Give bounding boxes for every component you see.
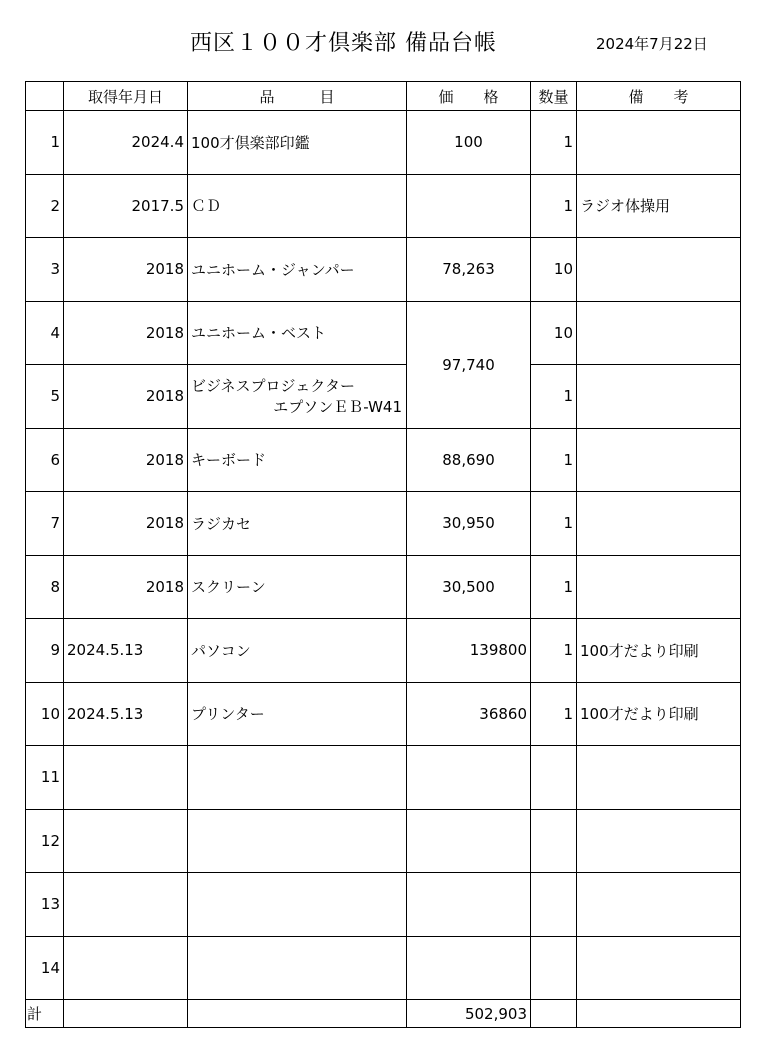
item-cell <box>188 365 407 429</box>
price-cell: 78,263 <box>407 238 531 302</box>
row-number: 2 <box>26 174 64 238</box>
item-cell: パソコン <box>188 619 407 683</box>
table-row <box>26 174 741 238</box>
note-cell <box>577 555 741 619</box>
note-cell <box>577 492 741 556</box>
acquired-date-cell: 2018 <box>64 365 188 429</box>
price-cell-merged: 97,740 <box>407 301 531 428</box>
document-date: 2024年7月22日 <box>596 35 708 53</box>
item-cell: スクリーン <box>188 555 407 619</box>
price-cell <box>407 746 531 810</box>
item-cell <box>188 746 407 810</box>
note-cell <box>577 428 741 492</box>
row-number: 5 <box>26 365 64 429</box>
table-row <box>26 301 741 365</box>
header-quantity: 数量 <box>531 82 577 111</box>
header-acquired-date: 取得年月日 <box>64 82 188 111</box>
table-row <box>26 428 741 492</box>
row-number: 13 <box>26 873 64 937</box>
acquired-date-cell: 2024.4 <box>64 111 188 175</box>
note-cell: ラジオ体操用 <box>577 174 741 238</box>
row-number: 14 <box>26 936 64 1000</box>
header-price: 価 格 <box>407 82 531 111</box>
total-empty-cell <box>188 1000 407 1028</box>
note-cell <box>577 873 741 937</box>
quantity-cell: 1 <box>531 365 577 429</box>
quantity-cell: 10 <box>531 238 577 302</box>
table-row <box>26 365 741 429</box>
note-cell <box>577 746 741 810</box>
acquired-date-cell: 2017.5 <box>64 174 188 238</box>
quantity-cell: 1 <box>531 492 577 556</box>
note-cell <box>577 238 741 302</box>
note-cell <box>577 809 741 873</box>
row-number: 11 <box>26 746 64 810</box>
total-empty-cell <box>64 1000 188 1028</box>
row-number: 6 <box>26 428 64 492</box>
price-cell <box>407 809 531 873</box>
item-cell: プリンター <box>188 682 407 746</box>
acquired-date-cell: 2024.5.13 <box>64 682 188 746</box>
price-cell: 36860 <box>407 682 531 746</box>
row-number: 12 <box>26 809 64 873</box>
price-cell: 30,500 <box>407 555 531 619</box>
note-cell <box>577 365 741 429</box>
table-row <box>26 492 741 556</box>
item-cell: ユニホーム・ベスト <box>188 301 407 365</box>
acquired-date-cell <box>64 873 188 937</box>
note-cell: 100才だより印刷 <box>577 619 741 683</box>
note-cell: 100才だより印刷 <box>577 682 741 746</box>
quantity-cell <box>531 936 577 1000</box>
total-label: 計 <box>26 1000 64 1028</box>
item-line-1: ビジネスプロジェクター <box>191 377 355 396</box>
item-cell <box>188 936 407 1000</box>
price-cell: 100 <box>407 111 531 175</box>
price-cell: 139800 <box>407 619 531 683</box>
item-cell: ラジカセ <box>188 492 407 556</box>
quantity-cell: 10 <box>531 301 577 365</box>
item-cell: ＣＤ <box>188 174 407 238</box>
table-row <box>26 111 741 175</box>
row-number: 9 <box>26 619 64 683</box>
acquired-date-cell <box>64 936 188 1000</box>
quantity-cell: 1 <box>531 555 577 619</box>
acquired-date-cell: 2018 <box>64 301 188 365</box>
header-note: 備 考 <box>577 82 741 111</box>
quantity-cell: 1 <box>531 428 577 492</box>
row-number: 7 <box>26 492 64 556</box>
table-row <box>26 873 741 937</box>
row-number: 1 <box>26 111 64 175</box>
quantity-cell <box>531 746 577 810</box>
total-empty-cell <box>577 1000 741 1028</box>
note-cell <box>577 111 741 175</box>
header-item: 品 目 <box>188 82 407 111</box>
item-cell <box>188 873 407 937</box>
row-number: 3 <box>26 238 64 302</box>
row-number: 8 <box>26 555 64 619</box>
item-line-2: エプソンＥＢ-W41 <box>273 398 402 417</box>
quantity-cell: 1 <box>531 619 577 683</box>
acquired-date-cell: 2018 <box>64 492 188 556</box>
acquired-date-cell: 2018 <box>64 238 188 302</box>
table-row <box>26 619 741 683</box>
equipment-ledger-table <box>25 81 741 1028</box>
note-cell <box>577 936 741 1000</box>
header-no <box>26 82 64 111</box>
price-cell <box>407 174 531 238</box>
acquired-date-cell: 2018 <box>64 428 188 492</box>
row-number: 4 <box>26 301 64 365</box>
quantity-cell: 1 <box>531 174 577 238</box>
table-row <box>26 936 741 1000</box>
quantity-cell <box>531 809 577 873</box>
quantity-cell <box>531 873 577 937</box>
price-cell: 30,950 <box>407 492 531 556</box>
item-cell <box>188 809 407 873</box>
note-cell <box>577 301 741 365</box>
price-cell <box>407 873 531 937</box>
table-row <box>26 555 741 619</box>
table-row <box>26 809 741 873</box>
price-cell <box>407 936 531 1000</box>
row-number: 10 <box>26 682 64 746</box>
total-row <box>26 1000 741 1028</box>
acquired-date-cell: 2018 <box>64 555 188 619</box>
acquired-date-cell <box>64 809 188 873</box>
document-title: 西区１００才倶楽部 備品台帳 <box>190 31 497 56</box>
item-cell: ユニホーム・ジャンパー <box>188 238 407 302</box>
price-cell: 88,690 <box>407 428 531 492</box>
quantity-cell: 1 <box>531 682 577 746</box>
item-cell: 100才倶楽部印鑑 <box>188 111 407 175</box>
quantity-cell: 1 <box>531 111 577 175</box>
acquired-date-cell: 2024.5.13 <box>64 619 188 683</box>
table-row <box>26 238 741 302</box>
item-cell: キーボード <box>188 428 407 492</box>
total-empty-cell <box>531 1000 577 1028</box>
acquired-date-cell <box>64 746 188 810</box>
table-row <box>26 746 741 810</box>
table-row <box>26 682 741 746</box>
table-header-row <box>26 82 741 111</box>
total-price: 502,903 <box>407 1000 531 1028</box>
